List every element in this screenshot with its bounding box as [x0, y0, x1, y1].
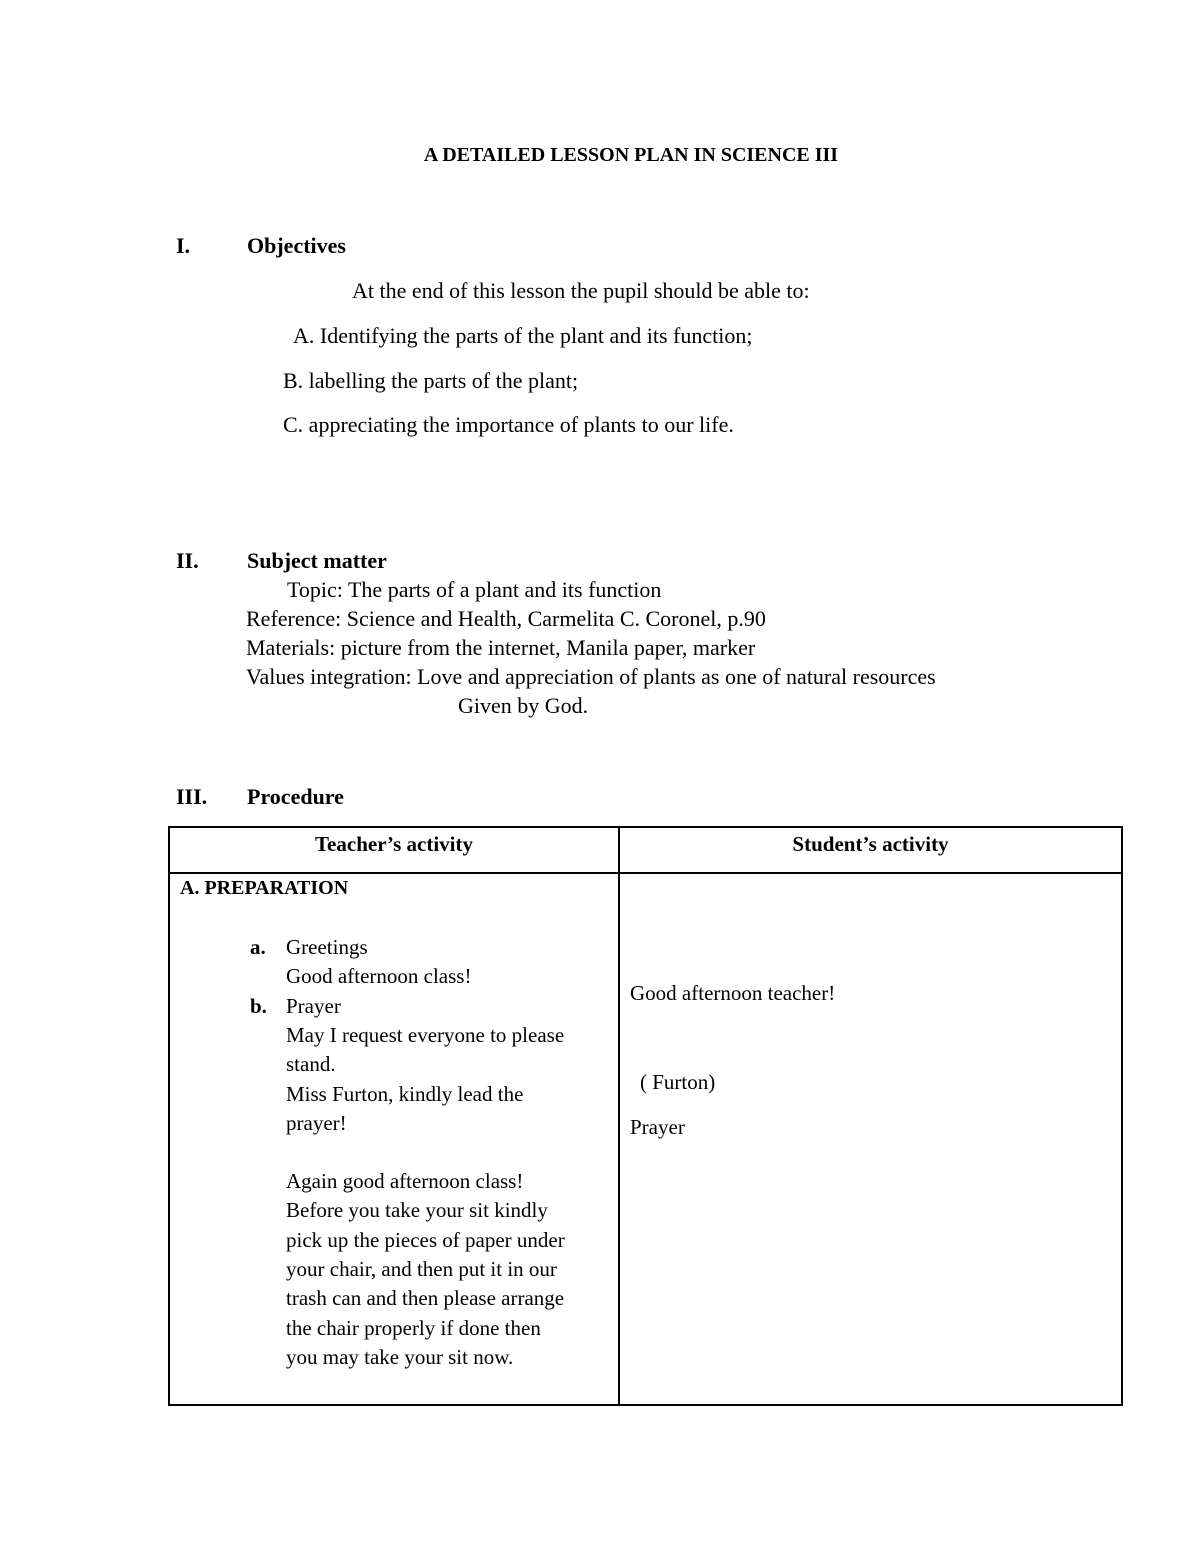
header-teacher-activity: Teacher’s activity	[169, 827, 619, 873]
procedure-table	[168, 826, 1123, 1406]
section-heading-procedure: Procedure	[247, 784, 344, 809]
subject-materials: Materials: picture from the internet, Manila paper, marker	[246, 635, 756, 660]
section-heading-subject: Subject matter	[247, 548, 387, 573]
greeting-line: Good afternoon class!	[286, 964, 472, 988]
section-number-subject: II.	[176, 548, 199, 573]
closing-line: your chair, and then put it in our	[286, 1257, 557, 1281]
closing-line: you may take your sit now.	[286, 1345, 514, 1369]
objective-item: B. labelling the parts of the plant;	[283, 368, 579, 393]
table-header-row	[169, 827, 1122, 873]
item-letter-b: b.	[250, 994, 267, 1018]
closing-line: Again good afternoon class!	[286, 1169, 524, 1193]
closing-line: pick up the pieces of paper under	[286, 1228, 565, 1252]
table-row	[169, 873, 1122, 1405]
closing-line: trash can and then please arrange	[286, 1286, 565, 1310]
student-furton: ( Furton)	[640, 1070, 716, 1094]
objective-item: C. appreciating the importance of plants to our life.	[283, 412, 734, 437]
section-number-procedure: III.	[176, 784, 208, 809]
prayer-line: Miss Furton, kindly lead the	[286, 1082, 524, 1106]
student-greeting: Good afternoon teacher!	[630, 981, 836, 1005]
student-activity-cell	[619, 873, 1122, 1405]
item-letter-a: a.	[250, 935, 266, 959]
section-number-objectives: I.	[176, 233, 191, 258]
item-greetings-title: Greetings	[286, 935, 368, 959]
item-prayer-title: Prayer	[286, 994, 341, 1018]
subject-values-continued: Given by God.	[458, 693, 589, 718]
preparation-heading: A. PREPARATION	[180, 877, 349, 899]
closing-line: Before you take your sit kindly	[286, 1198, 548, 1222]
prayer-line: May I request everyone to please	[286, 1023, 565, 1047]
prayer-line: prayer!	[286, 1111, 347, 1135]
subject-values: Values integration: Love and appreciation of plants as one of natural resources	[246, 664, 936, 689]
closing-line: the chair properly if done then	[286, 1316, 541, 1340]
objectives-intro: At the end of this lesson the pupil should be able to:	[352, 278, 810, 303]
section-heading-objectives: Objectives	[247, 233, 346, 258]
subject-reference: Reference: Science and Health, Carmelita C. Coronel, p.90	[246, 606, 766, 631]
subject-topic: Topic: The parts of a plant and its function	[287, 577, 662, 602]
document-title: A DETAILED LESSON PLAN IN SCIENCE III	[423, 144, 839, 166]
objective-item: A. Identifying the parts of the plant and its function;	[293, 323, 753, 348]
student-prayer: Prayer	[630, 1115, 685, 1139]
prayer-line: stand.	[286, 1052, 336, 1076]
header-student-activity: Student’s activity	[619, 827, 1122, 873]
teacher-activity-cell	[169, 873, 619, 1405]
